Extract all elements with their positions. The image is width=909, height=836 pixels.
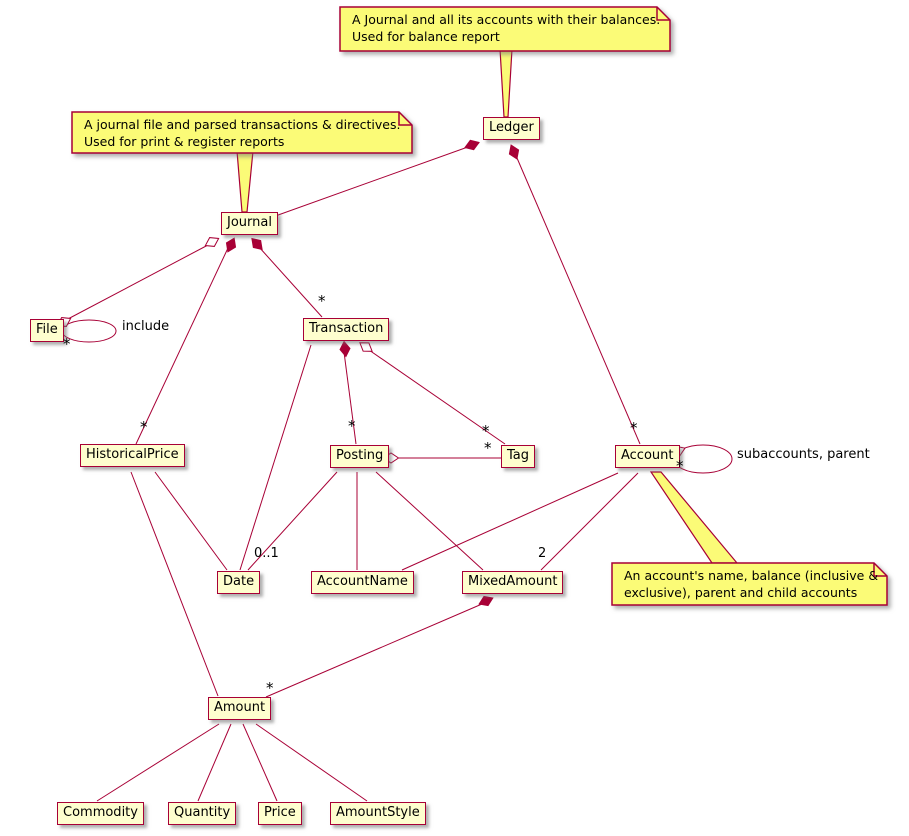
edge-journal-transaction [259, 247, 322, 317]
class-commodity: Commodity [57, 802, 144, 825]
edge-amount-amountstyle [256, 724, 367, 801]
note-journal-line1: A journal file and parsed transactions & directives. [84, 117, 401, 132]
edge-journal-ledger [267, 143, 479, 219]
composition-diamond-journal-historicalprice [223, 236, 238, 254]
class-tag: Tag [501, 445, 535, 468]
edge-historicalprice-amount [131, 472, 218, 696]
note-account-line1: An account's name, balance (inclusive & [624, 568, 879, 583]
multiplicity-historicalprice-star: * [140, 418, 148, 436]
edge-journal-historicalprice [136, 248, 228, 444]
class-posting: Posting [330, 445, 389, 468]
class-accountname: AccountName [311, 571, 414, 594]
class-quantity: Quantity [168, 802, 236, 825]
multiplicity-tag-upper-star: * [482, 422, 490, 440]
edge-amount-quantity [198, 724, 231, 801]
multiplicity-tag-left-star: * [484, 439, 492, 457]
class-transaction: Transaction [303, 318, 389, 341]
multiplicity-date-zero-or-one: 0..1 [254, 546, 279, 561]
class-amountstyle: AmountStyle [330, 802, 426, 825]
edge-transaction-date [240, 345, 311, 570]
class-file: File [30, 319, 64, 342]
label-subaccounts-parent: subaccounts, parent [737, 447, 870, 462]
class-account: Account [615, 445, 680, 468]
class-price: Price [258, 802, 302, 825]
note-ledger-text [352, 12, 660, 45]
edge-historicalprice-date [155, 472, 227, 570]
class-journal: Journal [221, 212, 278, 235]
composition-diamond-ledger-account [506, 143, 521, 161]
multiplicity-transaction-star: * [318, 292, 326, 310]
class-date: Date [217, 571, 260, 594]
edge-journal-file [66, 245, 208, 320]
class-mixedamount: MixedAmount [462, 571, 563, 594]
edge-account-mixedamount [541, 473, 638, 570]
edge-mixedamount-amount [266, 604, 482, 697]
multiplicity-posting-star: * [348, 417, 356, 435]
multiplicity-mixedamount-two: 2 [538, 546, 547, 561]
note-ledger-line2: Used for balance report [352, 28, 500, 44]
label-include: include [122, 319, 170, 334]
class-amount: Amount [208, 697, 271, 720]
edge-amount-commodity [97, 724, 219, 801]
note-pointer-account [651, 472, 737, 563]
edge-posting-mixedamount [376, 472, 483, 570]
note-account-text [624, 568, 878, 601]
note-journal-line2: Used for print & register reports [84, 133, 285, 149]
multiplicity-account-star: * [630, 419, 638, 437]
note-pointer-journal [237, 151, 253, 212]
composition-diamond-mixedamount-amount [477, 593, 495, 608]
multiplicity-amount-star: * [266, 679, 274, 697]
edge-ledger-account [517, 158, 640, 444]
composition-diamond-transaction-posting [339, 341, 351, 357]
class-historicalprice: HistoricalPrice [80, 444, 185, 467]
note-pointer-ledger [500, 49, 512, 117]
multiplicity-account-loop-star: * [676, 457, 684, 475]
multiplicity-file-star: * [63, 335, 71, 353]
note-journal-text [84, 117, 400, 150]
composition-diamond-ledger-journal [463, 138, 481, 153]
class-ledger: Ledger [483, 117, 540, 140]
note-account-line2: exclusive), parent and child accounts [624, 584, 858, 600]
aggregation-diamond-journal-file [203, 234, 221, 250]
note-ledger-line1: A Journal and all its accounts with their balances. [352, 12, 661, 27]
edge-account-accountname [402, 473, 618, 570]
composition-diamond-journal-transaction [248, 235, 266, 253]
